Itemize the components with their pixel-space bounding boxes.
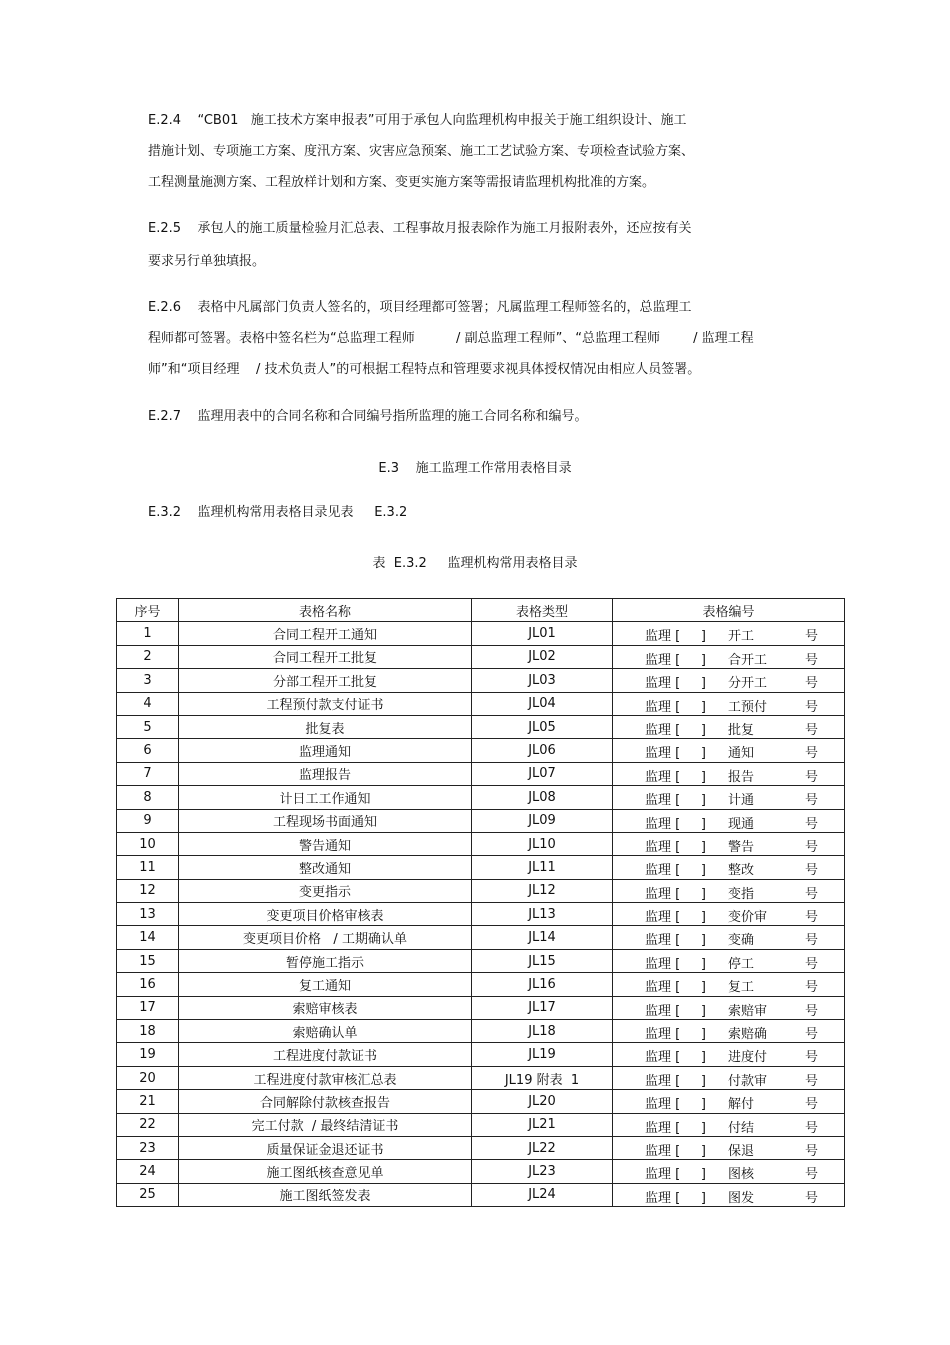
code-prefix: 监理 [ ] — [645, 722, 706, 738]
table-row — [117, 809, 845, 832]
header-code: 表格编号 — [613, 599, 845, 622]
form-type: JL21 — [472, 1113, 613, 1136]
form-name: 索赔审核表 — [179, 996, 472, 1019]
form-type: JL14 — [472, 926, 613, 949]
form-type: JL06 — [472, 739, 613, 762]
table-row — [117, 996, 845, 1019]
table-row — [117, 879, 845, 902]
section-line: E.3.2 监理机构常用表格目录见表 E.3.2 — [148, 505, 408, 520]
form-type: JL04 — [472, 692, 613, 715]
code-suffix: 号 — [805, 1050, 819, 1066]
form-type: JL11 — [472, 856, 613, 879]
form-name: 施工图纸签发表 — [179, 1183, 472, 1206]
paragraph-e26-line3: 师”和“项目经理 / 技术负责人”的可根据工程特点和管理要求视具体授权情况由相应人员签署。 — [148, 362, 701, 377]
form-code — [613, 762, 845, 785]
form-name: 变更项目价格 / 工期确认单 — [179, 926, 472, 949]
form-name: 监理报告 — [179, 762, 472, 785]
form-type: JL19 — [472, 1043, 613, 1066]
form-name: 变更指示 — [179, 879, 472, 902]
table-caption: 表 E.3.2 监理机构常用表格目录 — [372, 556, 578, 571]
code-abbrev: 变指 — [728, 886, 755, 902]
code-abbrev: 整改 — [728, 863, 755, 879]
form-code — [613, 715, 845, 738]
form-code — [613, 1113, 845, 1136]
form-type: JL15 — [472, 949, 613, 972]
code-prefix: 监理 [ ] — [645, 839, 706, 855]
header-type: 表格类型 — [472, 599, 613, 622]
code-prefix: 监理 [ ] — [645, 629, 706, 645]
form-code — [613, 622, 845, 645]
table-row — [117, 786, 845, 809]
code-prefix: 监理 [ ] — [645, 1190, 706, 1206]
code-abbrev: 工预付 — [728, 699, 768, 715]
table-row — [117, 903, 845, 926]
form-type: JL07 — [472, 762, 613, 785]
form-code — [613, 739, 845, 762]
table-row — [117, 1066, 845, 1089]
code-abbrev: 现通 — [728, 816, 755, 832]
row-number: 22 — [117, 1113, 179, 1136]
form-type: JL08 — [472, 786, 613, 809]
code-prefix: 监理 [ ] — [645, 1120, 706, 1136]
row-number: 13 — [117, 903, 179, 926]
code-suffix: 号 — [805, 839, 819, 855]
table-row — [117, 669, 845, 692]
form-name: 整改通知 — [179, 856, 472, 879]
row-number: 19 — [117, 1043, 179, 1066]
form-name: 警告通知 — [179, 832, 472, 855]
form-type: JL16 — [472, 973, 613, 996]
code-suffix: 号 — [805, 863, 819, 879]
row-number: 25 — [117, 1183, 179, 1206]
form-type: JL05 — [472, 715, 613, 738]
code-abbrev: 合开工 — [728, 652, 768, 668]
row-number: 17 — [117, 996, 179, 1019]
code-abbrev: 通知 — [728, 746, 755, 762]
row-number: 10 — [117, 832, 179, 855]
form-type: JL19 附表 1 — [472, 1066, 613, 1089]
code-prefix: 监理 [ ] — [645, 1003, 706, 1019]
form-code — [613, 645, 845, 668]
code-prefix: 监理 [ ] — [645, 863, 706, 879]
code-abbrev: 报告 — [728, 769, 755, 785]
row-number: 15 — [117, 949, 179, 972]
code-prefix: 监理 [ ] — [645, 769, 706, 785]
form-code — [613, 949, 845, 972]
code-suffix: 号 — [805, 793, 819, 809]
form-type: JL03 — [472, 669, 613, 692]
table-row — [117, 832, 845, 855]
code-prefix: 监理 [ ] — [645, 676, 706, 692]
code-abbrev: 付结 — [728, 1120, 755, 1136]
table-row — [117, 762, 845, 785]
form-name: 合同工程开工批复 — [179, 645, 472, 668]
row-number: 7 — [117, 762, 179, 785]
header-name: 表格名称 — [179, 599, 472, 622]
form-code — [613, 1043, 845, 1066]
table-row — [117, 645, 845, 668]
code-suffix: 号 — [805, 933, 819, 949]
paragraph-e25-line1: E.2.5 承包人的施工质量检验月汇总表、工程事故月报表除作为施工月报附表外，还应按有关 — [148, 221, 692, 236]
code-prefix: 监理 [ ] — [645, 886, 706, 902]
table-row — [117, 1090, 845, 1113]
table-row — [117, 926, 845, 949]
form-type: JL23 — [472, 1160, 613, 1183]
form-name: 工程进度付款证书 — [179, 1043, 472, 1066]
table-row — [117, 949, 845, 972]
code-suffix: 号 — [805, 746, 819, 762]
code-suffix: 号 — [805, 1097, 819, 1113]
code-prefix: 监理 [ ] — [645, 1167, 706, 1183]
row-number: 20 — [117, 1066, 179, 1089]
row-number: 12 — [117, 879, 179, 902]
form-code — [613, 856, 845, 879]
form-type: JL01 — [472, 622, 613, 645]
table-row — [117, 1183, 845, 1206]
form-code — [613, 1160, 845, 1183]
code-suffix: 号 — [805, 910, 819, 926]
code-prefix: 监理 [ ] — [645, 699, 706, 715]
form-name: 监理通知 — [179, 739, 472, 762]
form-name: 工程进度付款审核汇总表 — [179, 1066, 472, 1089]
code-abbrev: 进度付 — [728, 1050, 768, 1066]
form-name: 分部工程开工批复 — [179, 669, 472, 692]
code-abbrev: 图核 — [728, 1167, 755, 1183]
form-code — [613, 669, 845, 692]
paragraph-e24-line3: 工程测量施测方案、工程放样计划和方案、变更实施方案等需报请监理机构批准的方案。 — [148, 175, 656, 190]
row-number: 6 — [117, 739, 179, 762]
form-type: JL20 — [472, 1090, 613, 1113]
form-name: 变更项目价格审核表 — [179, 903, 472, 926]
form-code — [613, 1136, 845, 1159]
code-suffix: 号 — [805, 956, 819, 972]
code-abbrev: 开工 — [728, 629, 755, 645]
form-code — [613, 926, 845, 949]
form-code — [613, 1066, 845, 1089]
form-name: 施工图纸核查意见单 — [179, 1160, 472, 1183]
code-prefix: 监理 [ ] — [645, 652, 706, 668]
form-code — [613, 1020, 845, 1043]
form-code — [613, 903, 845, 926]
code-abbrev: 解付 — [728, 1097, 755, 1113]
row-number: 14 — [117, 926, 179, 949]
code-suffix: 号 — [805, 1073, 819, 1089]
paragraph-e26-line2: 程师都可签署。表格中签名栏为“总监理工程师 / 副总监理工程师”、“总监理工程师 / 监理工程 — [148, 331, 754, 346]
form-name: 索赔确认单 — [179, 1020, 472, 1043]
paragraph-e24-line1: E.2.4 “CB01 施工技术方案申报表”可用于承包人向监理机构申报关于施工组织设计、施工 — [148, 113, 687, 128]
table-row — [117, 622, 845, 645]
code-abbrev: 复工 — [728, 980, 755, 996]
code-prefix: 监理 [ ] — [645, 1097, 706, 1113]
row-number: 11 — [117, 856, 179, 879]
table-row — [117, 973, 845, 996]
table-row — [117, 692, 845, 715]
paragraph-e25-line2: 要求另行单独填报。 — [148, 254, 266, 269]
code-suffix: 号 — [805, 652, 819, 668]
form-type: JL18 — [472, 1020, 613, 1043]
code-prefix: 监理 [ ] — [645, 1027, 706, 1043]
form-name: 工程现场书面通知 — [179, 809, 472, 832]
code-prefix: 监理 [ ] — [645, 956, 706, 972]
row-number: 24 — [117, 1160, 179, 1183]
form-code — [613, 996, 845, 1019]
form-type: JL02 — [472, 645, 613, 668]
code-prefix: 监理 [ ] — [645, 910, 706, 926]
form-type: JL22 — [472, 1136, 613, 1159]
row-number: 16 — [117, 973, 179, 996]
form-code — [613, 973, 845, 996]
paragraph-e27: E.2.7 监理用表中的合同名称和合同编号指所监理的施工合同名称和编号。 — [148, 409, 588, 424]
form-type: JL10 — [472, 832, 613, 855]
row-number: 4 — [117, 692, 179, 715]
code-abbrev: 变确 — [728, 933, 755, 949]
code-suffix: 号 — [805, 1027, 819, 1043]
form-name: 工程预付款支付证书 — [179, 692, 472, 715]
form-code — [613, 1090, 845, 1113]
code-prefix: 监理 [ ] — [645, 816, 706, 832]
code-abbrev: 批复 — [728, 722, 755, 738]
code-suffix: 号 — [805, 676, 819, 692]
code-suffix: 号 — [805, 980, 819, 996]
row-number: 21 — [117, 1090, 179, 1113]
form-code — [613, 1183, 845, 1206]
code-prefix: 监理 [ ] — [645, 793, 706, 809]
row-number: 3 — [117, 669, 179, 692]
code-suffix: 号 — [805, 1003, 819, 1019]
form-name: 暂停施工指示 — [179, 949, 472, 972]
code-abbrev: 索赔审 — [728, 1003, 768, 1019]
form-type: JL13 — [472, 903, 613, 926]
paragraph-e26-line1: E.2.6 表格中凡属部门负责人签名的，项目经理都可签署；凡属监理工程师签名的，总监理工 — [148, 300, 692, 315]
row-number: 23 — [117, 1136, 179, 1159]
form-code — [613, 786, 845, 809]
code-suffix: 号 — [805, 1143, 819, 1159]
table-row — [117, 1043, 845, 1066]
table-row — [117, 1160, 845, 1183]
header-no: 序号 — [117, 599, 179, 622]
table-header-row — [117, 599, 845, 622]
form-name: 质量保证金退还证书 — [179, 1136, 472, 1159]
form-type: JL09 — [472, 809, 613, 832]
row-number: 9 — [117, 809, 179, 832]
code-suffix: 号 — [805, 1120, 819, 1136]
code-abbrev: 保退 — [728, 1143, 755, 1159]
code-suffix: 号 — [805, 699, 819, 715]
table-row — [117, 1020, 845, 1043]
code-suffix: 号 — [805, 629, 819, 645]
code-prefix: 监理 [ ] — [645, 980, 706, 996]
code-abbrev: 分开工 — [728, 676, 768, 692]
row-number: 5 — [117, 715, 179, 738]
form-type: JL12 — [472, 879, 613, 902]
form-name: 批复表 — [179, 715, 472, 738]
row-number: 1 — [117, 622, 179, 645]
code-prefix: 监理 [ ] — [645, 1073, 706, 1089]
form-type: JL24 — [472, 1183, 613, 1206]
table-row — [117, 739, 845, 762]
code-prefix: 监理 [ ] — [645, 933, 706, 949]
form-name: 计日工工作通知 — [179, 786, 472, 809]
table-row — [117, 1113, 845, 1136]
code-abbrev: 计通 — [728, 793, 755, 809]
form-code — [613, 692, 845, 715]
code-suffix: 号 — [805, 1190, 819, 1206]
section-title: E.3 施工监理工作常用表格目录 — [378, 461, 572, 476]
row-number: 18 — [117, 1020, 179, 1043]
paragraph-e24-line2: 措施计划、专项施工方案、度汛方案、灾害应急预案、施工工艺试验方案、专项检查试验方案、 — [148, 144, 695, 159]
forms-table — [116, 598, 845, 1207]
code-suffix: 号 — [805, 722, 819, 738]
code-abbrev: 索赔确 — [728, 1027, 768, 1043]
code-suffix: 号 — [805, 816, 819, 832]
code-prefix: 监理 [ ] — [645, 1143, 706, 1159]
form-code — [613, 879, 845, 902]
table-row — [117, 715, 845, 738]
code-abbrev: 停工 — [728, 956, 755, 972]
row-number: 8 — [117, 786, 179, 809]
form-type: JL17 — [472, 996, 613, 1019]
code-abbrev: 变价审 — [728, 910, 768, 926]
table-row — [117, 856, 845, 879]
code-prefix: 监理 [ ] — [645, 1050, 706, 1066]
form-name: 完工付款 / 最终结清证书 — [179, 1113, 472, 1136]
form-name: 复工通知 — [179, 973, 472, 996]
code-suffix: 号 — [805, 1167, 819, 1183]
code-suffix: 号 — [805, 769, 819, 785]
code-suffix: 号 — [805, 886, 819, 902]
form-code — [613, 809, 845, 832]
form-name: 合同解除付款核查报告 — [179, 1090, 472, 1113]
row-number: 2 — [117, 645, 179, 668]
code-prefix: 监理 [ ] — [645, 746, 706, 762]
table-row — [117, 1136, 845, 1159]
code-abbrev: 图发 — [728, 1190, 755, 1206]
code-abbrev: 付款审 — [728, 1073, 768, 1089]
form-name: 合同工程开工通知 — [179, 622, 472, 645]
form-code — [613, 832, 845, 855]
code-abbrev: 警告 — [728, 839, 755, 855]
